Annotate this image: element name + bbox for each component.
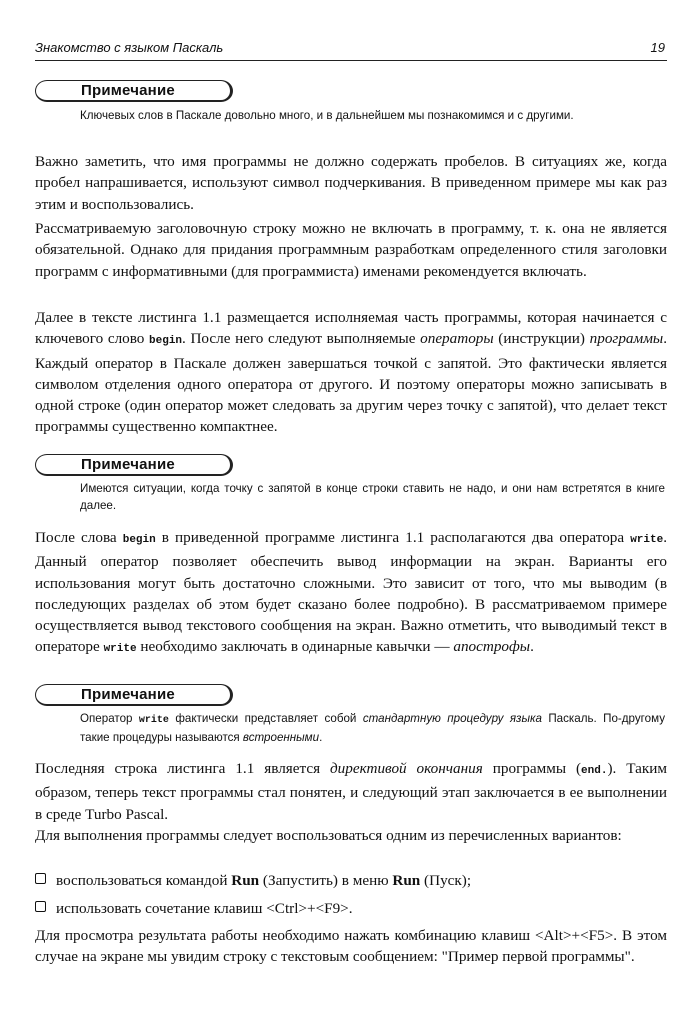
paragraph: После слова begin в приведенной программе листинга 1.1 располагаются два оператора write. Данный оператор позволяет обеспечить вывод информации на экран. Варианты его использования могут быть достаточно сложными. Это зависит от того, что мы выводим (в последующих разделах об этом будет сказано более подробно). В рассматриваемом примере осуществляется вывод текстового сообщения на экран. Важно отметить, что выводимый текст в операторе write необходимо заключать в одинарные кавычки — апострофы. — [35, 529, 667, 656]
paragraph: Для просмотра результата работы необходимо нажать комбинацию клавиш <Alt>+<F5>. В этом случае на экране мы увидим строку с текстовым сообщением: "Пример первой программы". — [35, 927, 667, 966]
running-header — [35, 38, 667, 61]
code-keyword: begin — [122, 534, 156, 546]
page-number: 19 — [650, 40, 665, 55]
emphasis: стандартную процедуру языка — [362, 712, 542, 725]
list-item: воспользоваться командой Run (Запустить) в меню Run (Пуск); — [35, 870, 667, 891]
checkbox-bullet-icon — [35, 873, 46, 884]
note-text: Оператор write фактически представляет собой стандартную процедуру языка Паскаль. По-другому такие процедуры называются встроенными. — [80, 712, 665, 744]
emphasis: операторы — [420, 330, 494, 348]
code-keyword: begin — [149, 335, 183, 348]
note-box — [35, 684, 665, 746]
code-keyword: write — [630, 534, 664, 546]
note-box — [35, 80, 665, 124]
note-header — [35, 80, 233, 102]
note-label: Примечание — [81, 686, 175, 703]
paragraph: Рассматриваемую заголовочную строку можно не включать в программу, т. к. она не является обязательной. Однако для придания программным разработкам определенного стиля заголовки программ с информативными (для программиста) именами рекомендуется включать. — [35, 220, 667, 280]
code-keyword: end. — [581, 765, 608, 777]
note-text: Ключевых слов в Паскале довольно много, и в дальнейшем мы познакомимся и с другими. — [80, 109, 574, 122]
code-keyword: write — [103, 643, 137, 656]
paragraph: Для выполнения программы следует воспользоваться одним из перечисленных вариантов: — [35, 827, 622, 844]
emphasis: директивой окончания — [329, 760, 483, 777]
list-item: использовать сочетание клавиш <Ctrl>+<F9>. — [35, 898, 667, 919]
paragraph: Важно заметить, что имя программы не должно содержать пробелов. В ситуациях же, когда пробел напрашивается, используют символ подчеркивания. В приведенном примере мы как раз этим и воспользовались. — [35, 153, 667, 213]
note-label: Примечание — [81, 456, 175, 473]
paragraph: Последняя строка листинга 1.1 является директивой окончания программы (end.). Таким образом, теперь текст программы стал понятен, и следующий этап заключается в ее выполнении в среде Turbo Pascal. — [35, 760, 667, 823]
emphasis: апострофы — [453, 638, 531, 656]
emphasis: встроенными — [242, 731, 320, 744]
note-header — [35, 684, 233, 706]
checkbox-bullet-icon — [35, 901, 46, 912]
paragraph: Далее в тексте листинга 1.1 размещается исполняемая часть программы, которая начинается с ключевого слово begin. После него следуют выполняемые операторы (инструкции) программы. Каждый оператор в Паскале должен завершаться точкой с запятой. Это фактически является символом отделения одного оператора от другого. И поэтому операторы можно записывать в одной строке (один оператор может следовать за другим через точку с запятой), что делает текст программы существенно компактнее. — [35, 309, 667, 436]
code-keyword: write — [138, 715, 169, 726]
chapter-title: Знакомство с языком Паскаль — [35, 40, 224, 55]
note-text: Имеются ситуации, когда точку с запятой в конце строки ставить не надо, и они нам встретятся в книге далее. — [80, 482, 665, 512]
emphasis: программы — [589, 330, 664, 348]
note-label: Примечание — [81, 82, 175, 99]
note-box — [35, 454, 665, 514]
note-header — [35, 454, 233, 476]
